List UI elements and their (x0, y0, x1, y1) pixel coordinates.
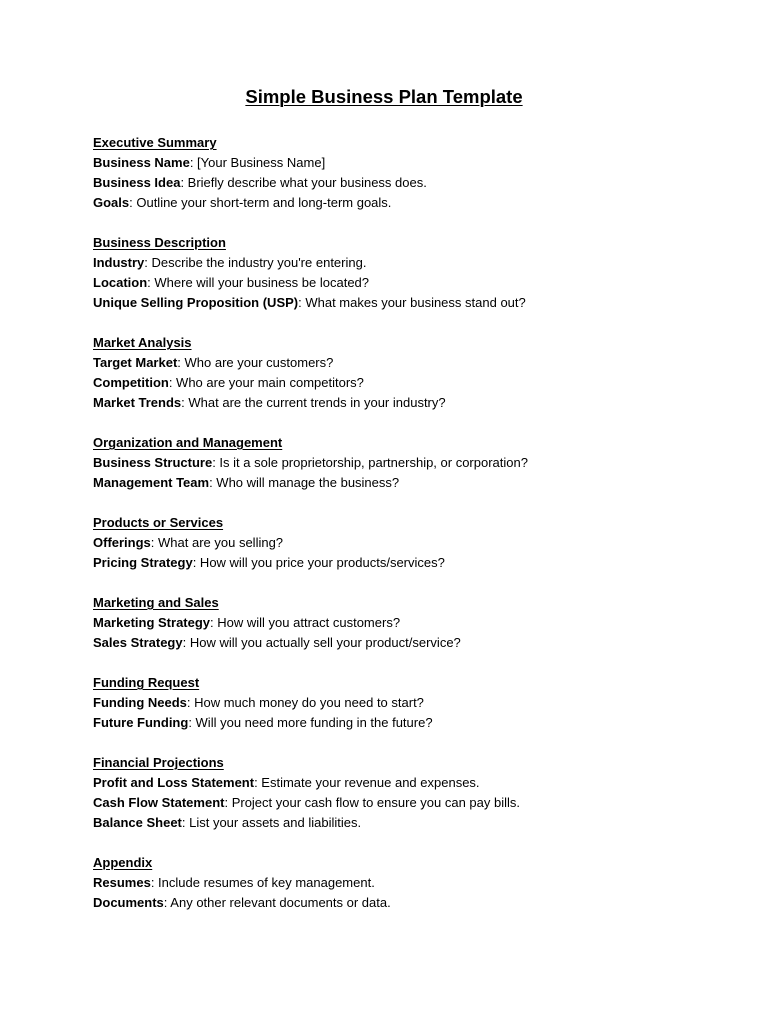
field-label: Target Market (93, 355, 178, 370)
section-funding-request (93, 673, 693, 733)
section-heading: Marketing and Sales (93, 595, 219, 610)
field-text: : [Your Business Name] (189, 155, 326, 170)
field-line (93, 193, 693, 213)
section-heading: Funding Request (93, 675, 200, 690)
field-label: Profit and Loss Statement (93, 775, 255, 790)
field-line (93, 793, 693, 813)
field-line (93, 553, 693, 573)
field-line (93, 293, 693, 313)
field-line (93, 613, 693, 633)
field-text: : List your assets and liabilities. (181, 815, 362, 830)
field-text: : What makes your business stand out? (298, 295, 526, 310)
field-label: Industry (93, 255, 145, 270)
field-line (93, 473, 693, 493)
field-label: Business Name (93, 155, 190, 170)
section-heading: Organization and Management (93, 435, 283, 450)
section-marketing-and-sales (93, 593, 693, 653)
field-line (93, 713, 693, 733)
field-line (93, 253, 693, 273)
section-heading: Appendix (93, 855, 153, 870)
section-financial-projections (93, 753, 693, 833)
section-heading: Executive Summary (93, 135, 217, 150)
field-text: : Who will manage the business? (209, 475, 400, 490)
section-products-or-services (93, 513, 693, 573)
field-text: : Who are your main competitors? (168, 375, 364, 390)
field-text: : Outline your short-term and long-term goals. (129, 195, 392, 210)
section-organization-and-management (93, 433, 693, 493)
field-text: : How much money do you need to start? (186, 695, 424, 710)
field-label: Future Funding (93, 715, 189, 730)
field-text: : Project your cash flow to ensure you can pay bills. (224, 795, 521, 810)
field-label: Management Team (93, 475, 210, 490)
field-line (93, 453, 693, 473)
section-heading: Products or Services (93, 515, 224, 530)
document-body (93, 133, 693, 933)
field-label: Cash Flow Statement (93, 795, 225, 810)
field-line (93, 893, 693, 913)
field-label: Funding Needs (93, 695, 187, 710)
field-label: Business Idea (93, 175, 181, 190)
section-heading: Financial Projections (93, 755, 224, 770)
field-label: Unique Selling Proposition (USP) (93, 295, 299, 310)
field-text: : Who are your customers? (177, 355, 334, 370)
field-text: : Estimate your revenue and expenses. (254, 775, 480, 790)
field-label: Marketing Strategy (93, 615, 211, 630)
field-text: : Is it a sole proprietorship, partnership, or corporation? (212, 455, 528, 470)
field-line (93, 393, 693, 413)
field-text: : Describe the industry you're entering. (144, 255, 367, 270)
field-label: Goals (93, 195, 130, 210)
field-line (93, 533, 693, 553)
field-line (93, 773, 693, 793)
document-title: Simple Business Plan Template (245, 86, 523, 107)
field-label: Business Structure (93, 455, 213, 470)
section-heading: Business Description (93, 235, 226, 250)
field-line (93, 633, 693, 653)
field-line (93, 153, 693, 173)
field-line (93, 353, 693, 373)
section-executive-summary (93, 133, 693, 213)
field-text: : Include resumes of key management. (150, 875, 375, 890)
section-heading: Market Analysis (93, 335, 192, 350)
section-business-description (93, 233, 693, 313)
field-text: : Will you need more funding in the future? (188, 715, 433, 730)
field-text: : Briefly describe what your business does. (180, 175, 427, 190)
field-label: Competition (93, 375, 169, 390)
field-text: : Where will your business be located? (147, 275, 370, 290)
field-line (93, 273, 693, 293)
field-text: : How will you actually sell your product/service? (182, 635, 461, 650)
field-line (93, 693, 693, 713)
field-text: : What are the current trends in your industry? (181, 395, 446, 410)
section-appendix (93, 853, 693, 913)
field-label: Sales Strategy (93, 635, 183, 650)
field-text: : Any other relevant documents or data. (163, 895, 391, 910)
field-label: Documents (93, 895, 164, 910)
section-market-analysis (93, 333, 693, 413)
field-label: Offerings (93, 535, 151, 550)
field-text: : What are you selling? (150, 535, 284, 550)
field-line (93, 873, 693, 893)
field-line (93, 173, 693, 193)
field-line (93, 373, 693, 393)
field-line (93, 813, 693, 833)
field-label: Resumes (93, 875, 151, 890)
field-text: : How will you price your products/services? (192, 555, 445, 570)
field-label: Market Trends (93, 395, 182, 410)
field-label: Balance Sheet (93, 815, 182, 830)
field-label: Location (93, 275, 148, 290)
field-label: Pricing Strategy (93, 555, 193, 570)
field-text: : How will you attract customers? (210, 615, 401, 630)
